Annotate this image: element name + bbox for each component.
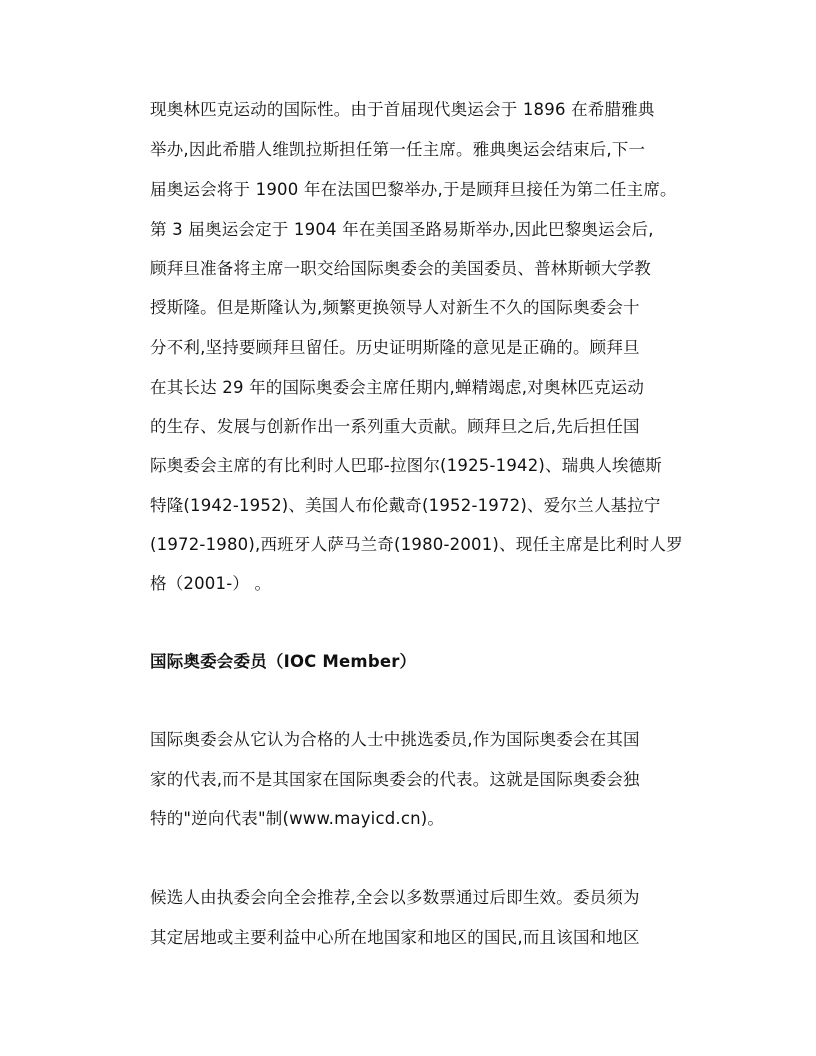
paragraph-2-line-2: 家的代表,而不是其国家在国际奥委会的代表。这就是国际奥委会独 (150, 770, 640, 789)
paragraph-1-line-4: 第 3 届奥运会定于 1904 年在美国圣路易斯举办,因此巴黎奥运会后, (150, 220, 654, 239)
paragraph-1-line-10: 际奥委会主席的有比利时人巴耶-拉图尔(1925-1942)、瑞典人埃德斯 (150, 456, 662, 475)
paragraph-2-line-3: 特的"逆向代表"制(www.mayicd.cn)。 (150, 809, 445, 828)
paragraph-1-line-7: 分不利,坚持要顾拜旦留任。历史证明斯隆的意见是正确的。顾拜旦 (150, 338, 640, 357)
paragraph-1-line-13: 格（2001-） 。 (150, 574, 272, 593)
paragraph-3-line-2: 其定居地或主要利益中心所在地国家和地区的国民,而且该国和地区 (150, 928, 640, 947)
paragraph-3-line-1: 候选人由执委会向全会推荐,全会以多数票通过后即生效。委员须为 (150, 888, 640, 907)
paragraph-1-line-12: (1972-1980),西班牙人萨马兰奇(1980-2001)、现任主席是比利时人罗 (150, 535, 683, 554)
paragraph-1-line-11: 特隆(1942-1952)、美国人布伦戴奇(1952-1972)、爱尔兰人基拉宁 (150, 496, 661, 515)
paragraph-1-line-6: 授斯隆。但是斯隆认为,频繁更换领导人对新生不久的国际奥委会十 (150, 298, 640, 317)
paragraph-1-line-8: 在其长达 29 年的国际奥委会主席任期内,蝉精竭虑,对奥林匹克运动 (150, 378, 645, 397)
paragraph-1-line-3: 届奥运会将于 1900 年在法国巴黎举办,于是顾拜旦接任为第二任主席。 (150, 180, 677, 199)
paragraph-1-line-1: 现奥林匹克运动的国际性。由于首届现代奥运会于 1896 在希腊雅典 (150, 100, 655, 119)
paragraph-1-line-5: 顾拜旦准备将主席一职交给国际奥委会的美国委员、普林斯顿大学教 (150, 259, 651, 278)
paragraph-2-line-1: 国际奥委会从它认为合格的人士中挑选委员,作为国际奥委会在其国 (150, 730, 640, 749)
paragraph-1-line-9: 的生存、发展与创新作出一系列重大贡献。顾拜旦之后,先后担任国 (150, 417, 640, 436)
paragraph-1-line-2: 举办,因此希腊人维凯拉斯担任第一任主席。雅典奥运会结束后,下一 (150, 140, 646, 159)
section-heading: 国际奥委会委员（IOC Member） (150, 652, 417, 671)
